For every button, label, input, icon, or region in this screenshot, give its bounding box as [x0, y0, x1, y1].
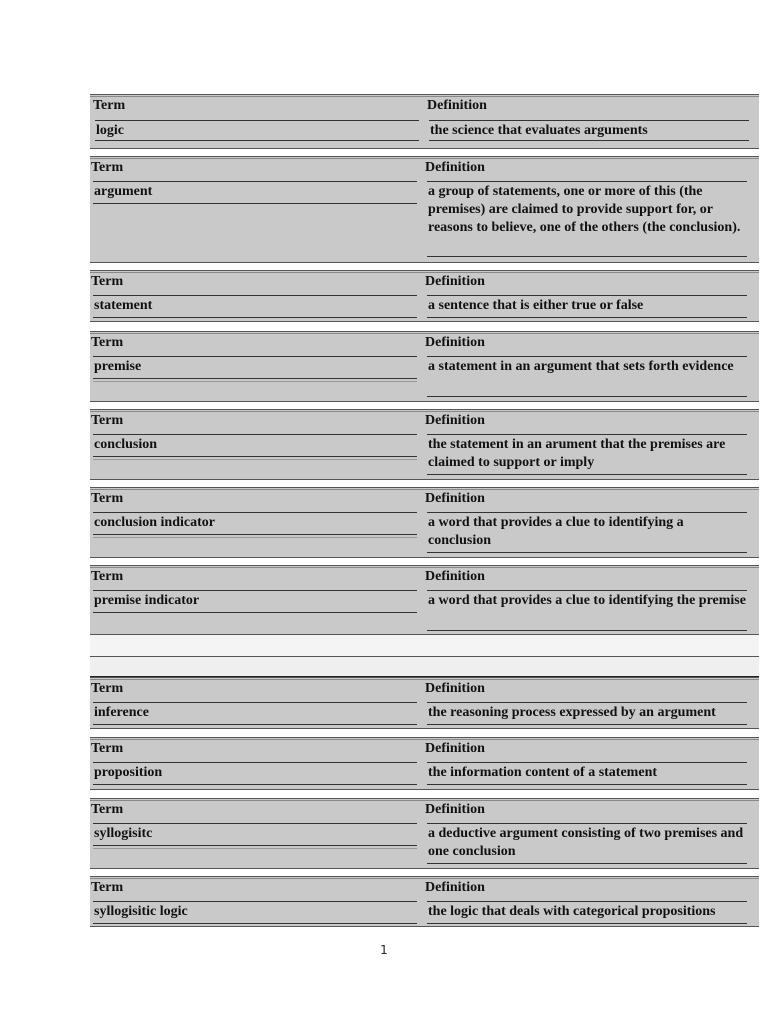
definition-header: Definition: [425, 681, 485, 696]
term-header: Term: [91, 569, 124, 584]
flashcard: [90, 94, 759, 149]
flashcard: [90, 409, 759, 480]
term-value: syllogisitic logic: [94, 904, 188, 919]
definition-value: the statement in an arument that the premises are claimed to support or imply: [428, 437, 726, 470]
term-header: Term: [91, 802, 124, 817]
definition-header: Definition: [425, 802, 485, 817]
flashcard: [90, 270, 759, 322]
definition-value: a statement in an argument that sets forth evidence: [428, 359, 734, 374]
flashcard: [90, 876, 759, 927]
flashcard: [90, 737, 759, 790]
definition-value: the information content of a statement: [428, 765, 658, 780]
term-value: syllogisitc: [94, 826, 153, 841]
definition-value: a deductive argument consisting of two premises and one conclusion: [428, 826, 744, 859]
flashcard: [90, 565, 759, 635]
term-value: conclusion indicator: [94, 515, 215, 530]
term-header: Term: [91, 335, 124, 350]
term-value: conclusion: [94, 437, 158, 452]
definition-value: a sentence that is either true or false: [428, 298, 644, 313]
definition-header: Definition: [425, 491, 485, 506]
definition-value: the logic that deals with categorical propositions: [428, 904, 716, 919]
definition-value: the science that evaluates arguments: [430, 123, 648, 138]
term-value: premise indicator: [94, 593, 200, 608]
term-header: Term: [91, 274, 124, 289]
term-value: statement: [94, 298, 153, 313]
flashcard: [90, 156, 759, 263]
definition-header: Definition: [425, 274, 485, 289]
definition-value: a group of statements, one or more of this (the premises) are claimed to provide support for, or reasons to believe, one of the others (the conclusion).: [428, 184, 741, 235]
flashcard: [90, 798, 759, 869]
term-value: logic: [96, 123, 124, 138]
term-header: Term: [91, 491, 124, 506]
flashcard: [90, 331, 759, 402]
definition-header: Definition: [425, 880, 485, 895]
definition-header: Definition: [425, 413, 485, 428]
term-header: Term: [91, 413, 124, 428]
blank-row: [90, 634, 759, 657]
definition-header: Definition: [425, 335, 485, 350]
definition-header: Definition: [425, 569, 485, 584]
definition-header: Definition: [425, 160, 485, 175]
definition-value: a word that provides a clue to identifying a conclusion: [428, 515, 684, 548]
term-header: Term: [91, 681, 124, 696]
term-value: proposition: [94, 765, 163, 780]
term-value: argument: [94, 184, 153, 199]
term-header: Term: [91, 741, 124, 756]
definition-header: Definition: [425, 741, 485, 756]
flashcard: [90, 487, 759, 558]
blank-row: [90, 656, 759, 678]
term-value: inference: [94, 705, 149, 720]
page-number: 1: [380, 943, 388, 957]
term-header: Term: [93, 98, 126, 113]
definition-value: a word that provides a clue to identifying the premise: [428, 593, 746, 608]
definition-header: Definition: [427, 98, 487, 113]
definition-value: the reasoning process expressed by an argument: [428, 705, 716, 720]
term-header: Term: [91, 880, 124, 895]
flashcard: [90, 677, 759, 729]
term-header: Term: [91, 160, 124, 175]
term-value: premise: [94, 359, 142, 374]
